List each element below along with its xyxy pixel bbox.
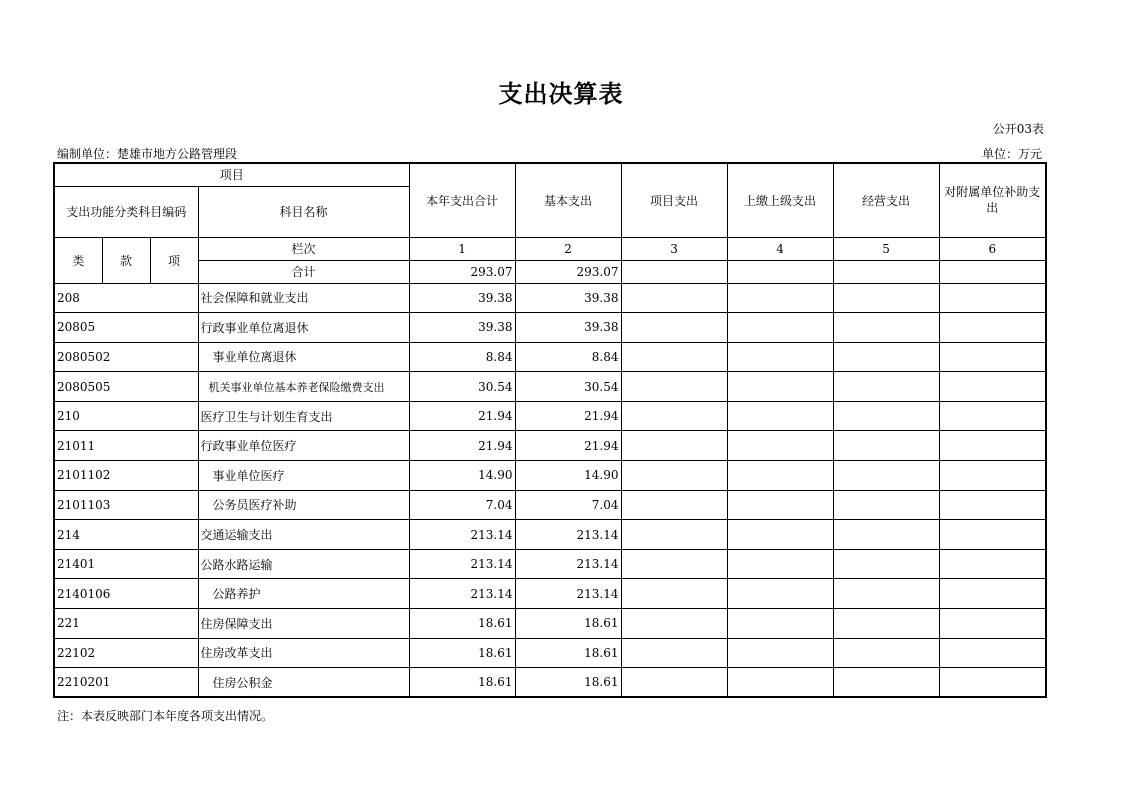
row-value-6 bbox=[939, 520, 1046, 550]
total-value-3 bbox=[621, 260, 727, 283]
row-code: 22102 bbox=[54, 638, 198, 668]
header-xiang: 项 bbox=[150, 237, 198, 283]
table-row bbox=[54, 401, 1046, 431]
row-name: 医疗卫生与计划生育支出 bbox=[198, 401, 409, 431]
header-func-code: 支出功能分类科目编码 bbox=[54, 186, 198, 237]
row-value-2: 7.04 bbox=[515, 490, 621, 520]
row-name: 住房公积金 bbox=[198, 668, 409, 698]
row-value-1: 8.84 bbox=[409, 342, 515, 372]
col-header-6: 对附属单位补助支出 bbox=[939, 163, 1046, 237]
table-row bbox=[54, 638, 1046, 668]
row-value-3 bbox=[621, 401, 727, 431]
total-label: 合计 bbox=[198, 260, 409, 283]
row-value-5 bbox=[833, 579, 939, 609]
col-header-5: 经营支出 bbox=[833, 163, 939, 237]
row-value-6 bbox=[939, 401, 1046, 431]
row-code: 2080505 bbox=[54, 372, 198, 402]
table-row bbox=[54, 668, 1046, 698]
col-number-1: 1 bbox=[409, 237, 515, 260]
col-header-3: 项目支出 bbox=[621, 163, 727, 237]
row-value-1: 213.14 bbox=[409, 579, 515, 609]
row-name: 住房保障支出 bbox=[198, 609, 409, 639]
row-value-4 bbox=[727, 342, 833, 372]
row-value-4 bbox=[727, 372, 833, 402]
table-row bbox=[54, 313, 1046, 343]
row-value-3 bbox=[621, 431, 727, 461]
row-code: 2080502 bbox=[54, 342, 198, 372]
row-value-3 bbox=[621, 372, 727, 402]
row-value-1: 39.38 bbox=[409, 283, 515, 313]
row-value-2: 213.14 bbox=[515, 579, 621, 609]
table-row bbox=[54, 520, 1046, 550]
header-lei: 类 bbox=[54, 237, 102, 283]
row-value-3 bbox=[621, 342, 727, 372]
currency-unit: 单位：万元 bbox=[981, 147, 1042, 161]
row-code: 2101103 bbox=[54, 490, 198, 520]
row-value-6 bbox=[939, 609, 1046, 639]
row-code: 20805 bbox=[54, 313, 198, 343]
row-value-2: 21.94 bbox=[515, 431, 621, 461]
row-value-1: 18.61 bbox=[409, 609, 515, 639]
row-name: 公路水路运输 bbox=[198, 549, 409, 579]
row-value-2: 30.54 bbox=[515, 372, 621, 402]
row-value-2: 8.84 bbox=[515, 342, 621, 372]
row-code: 214 bbox=[54, 520, 198, 550]
header-subject-name: 科目名称 bbox=[198, 186, 409, 237]
row-value-1: 18.61 bbox=[409, 668, 515, 698]
table-row bbox=[54, 549, 1046, 579]
row-value-3 bbox=[621, 609, 727, 639]
row-value-1: 21.94 bbox=[409, 431, 515, 461]
row-value-1: 30.54 bbox=[409, 372, 515, 402]
row-code: 221 bbox=[54, 609, 198, 639]
row-value-6 bbox=[939, 668, 1046, 698]
row-value-6 bbox=[939, 549, 1046, 579]
row-value-6 bbox=[939, 342, 1046, 372]
row-value-5 bbox=[833, 372, 939, 402]
row-value-1: 21.94 bbox=[409, 401, 515, 431]
table-row bbox=[54, 579, 1046, 609]
row-name: 公路养护 bbox=[198, 579, 409, 609]
row-value-6 bbox=[939, 283, 1046, 313]
row-name: 机关事业单位基本养老保险缴费支出 bbox=[198, 372, 409, 402]
row-code: 21401 bbox=[54, 549, 198, 579]
row-code: 210 bbox=[54, 401, 198, 431]
row-value-1: 39.38 bbox=[409, 313, 515, 343]
row-value-4 bbox=[727, 401, 833, 431]
row-name: 行政事业单位离退休 bbox=[198, 313, 409, 343]
col-header-1: 本年支出合计 bbox=[409, 163, 515, 237]
row-value-2: 39.38 bbox=[515, 283, 621, 313]
row-value-2: 39.38 bbox=[515, 313, 621, 343]
row-value-1: 213.14 bbox=[409, 520, 515, 550]
row-value-3 bbox=[621, 668, 727, 698]
row-value-3 bbox=[621, 549, 727, 579]
table-row bbox=[54, 372, 1046, 402]
row-value-3 bbox=[621, 313, 727, 343]
row-value-5 bbox=[833, 342, 939, 372]
row-value-6 bbox=[939, 490, 1046, 520]
row-value-4 bbox=[727, 579, 833, 609]
row-value-5 bbox=[833, 520, 939, 550]
row-value-5 bbox=[833, 490, 939, 520]
row-value-5 bbox=[833, 461, 939, 491]
form-code: 公开03表 bbox=[992, 122, 1044, 136]
row-value-2: 213.14 bbox=[515, 520, 621, 550]
row-name: 交通运输支出 bbox=[198, 520, 409, 550]
row-value-4 bbox=[727, 461, 833, 491]
row-name: 住房改革支出 bbox=[198, 638, 409, 668]
row-value-2: 18.61 bbox=[515, 668, 621, 698]
row-value-3 bbox=[621, 520, 727, 550]
row-value-1: 213.14 bbox=[409, 549, 515, 579]
total-value-4 bbox=[727, 260, 833, 283]
row-value-4 bbox=[727, 609, 833, 639]
row-value-6 bbox=[939, 638, 1046, 668]
col-number-6: 6 bbox=[939, 237, 1046, 260]
total-row bbox=[54, 260, 1046, 283]
row-value-2: 18.61 bbox=[515, 609, 621, 639]
row-code: 21011 bbox=[54, 431, 198, 461]
row-value-3 bbox=[621, 490, 727, 520]
row-name: 事业单位医疗 bbox=[198, 461, 409, 491]
table-row bbox=[54, 431, 1046, 461]
row-value-5 bbox=[833, 609, 939, 639]
row-value-4 bbox=[727, 490, 833, 520]
footnote: 注：本表反映部门本年度各项支出情况。 bbox=[57, 709, 274, 723]
row-value-6 bbox=[939, 579, 1046, 609]
row-value-4 bbox=[727, 549, 833, 579]
row-value-4 bbox=[727, 520, 833, 550]
row-name: 事业单位离退休 bbox=[198, 342, 409, 372]
total-value-1: 293.07 bbox=[409, 260, 515, 283]
row-value-6 bbox=[939, 313, 1046, 343]
col-number-3: 3 bbox=[621, 237, 727, 260]
row-value-2: 18.61 bbox=[515, 638, 621, 668]
table-row bbox=[54, 342, 1046, 372]
row-name: 公务员医疗补助 bbox=[198, 490, 409, 520]
table-row bbox=[54, 461, 1046, 491]
row-value-4 bbox=[727, 283, 833, 313]
row-value-4 bbox=[727, 431, 833, 461]
col-header-2: 基本支出 bbox=[515, 163, 621, 237]
row-code: 208 bbox=[54, 283, 198, 313]
row-value-2: 213.14 bbox=[515, 549, 621, 579]
row-value-3 bbox=[621, 461, 727, 491]
row-name: 社会保障和就业支出 bbox=[198, 283, 409, 313]
row-value-3 bbox=[621, 638, 727, 668]
row-value-5 bbox=[833, 283, 939, 313]
header-kuan: 款 bbox=[102, 237, 150, 283]
row-value-5 bbox=[833, 668, 939, 698]
row-name: 行政事业单位医疗 bbox=[198, 431, 409, 461]
compiling-unit: 编制单位：楚雄市地方公路管理段 bbox=[57, 147, 238, 161]
row-code: 2210201 bbox=[54, 668, 198, 698]
row-value-6 bbox=[939, 431, 1046, 461]
row-value-5 bbox=[833, 313, 939, 343]
total-value-6 bbox=[939, 260, 1046, 283]
row-value-6 bbox=[939, 372, 1046, 402]
total-value-2: 293.07 bbox=[515, 260, 621, 283]
table-row bbox=[54, 283, 1046, 313]
header-row-no-label: 栏次 bbox=[198, 237, 409, 260]
row-value-6 bbox=[939, 461, 1046, 491]
row-value-5 bbox=[833, 401, 939, 431]
row-value-2: 21.94 bbox=[515, 401, 621, 431]
row-value-5 bbox=[833, 549, 939, 579]
col-number-2: 2 bbox=[515, 237, 621, 260]
col-number-4: 4 bbox=[727, 237, 833, 260]
col-number-5: 5 bbox=[833, 237, 939, 260]
row-value-5 bbox=[833, 431, 939, 461]
row-value-1: 14.90 bbox=[409, 461, 515, 491]
row-value-1: 18.61 bbox=[409, 638, 515, 668]
row-value-4 bbox=[727, 638, 833, 668]
row-value-2: 14.90 bbox=[515, 461, 621, 491]
expenditure-table bbox=[53, 162, 1047, 698]
page-title: 支出决算表 bbox=[498, 80, 624, 108]
col-header-4: 上缴上级支出 bbox=[727, 163, 833, 237]
row-value-4 bbox=[727, 668, 833, 698]
row-value-1: 7.04 bbox=[409, 490, 515, 520]
total-value-5 bbox=[833, 260, 939, 283]
row-value-4 bbox=[727, 313, 833, 343]
row-value-3 bbox=[621, 283, 727, 313]
table-row bbox=[54, 490, 1046, 520]
row-value-3 bbox=[621, 579, 727, 609]
row-code: 2140106 bbox=[54, 579, 198, 609]
row-code: 2101102 bbox=[54, 461, 198, 491]
table-row bbox=[54, 609, 1046, 639]
header-item: 项目 bbox=[54, 163, 409, 186]
row-value-5 bbox=[833, 638, 939, 668]
